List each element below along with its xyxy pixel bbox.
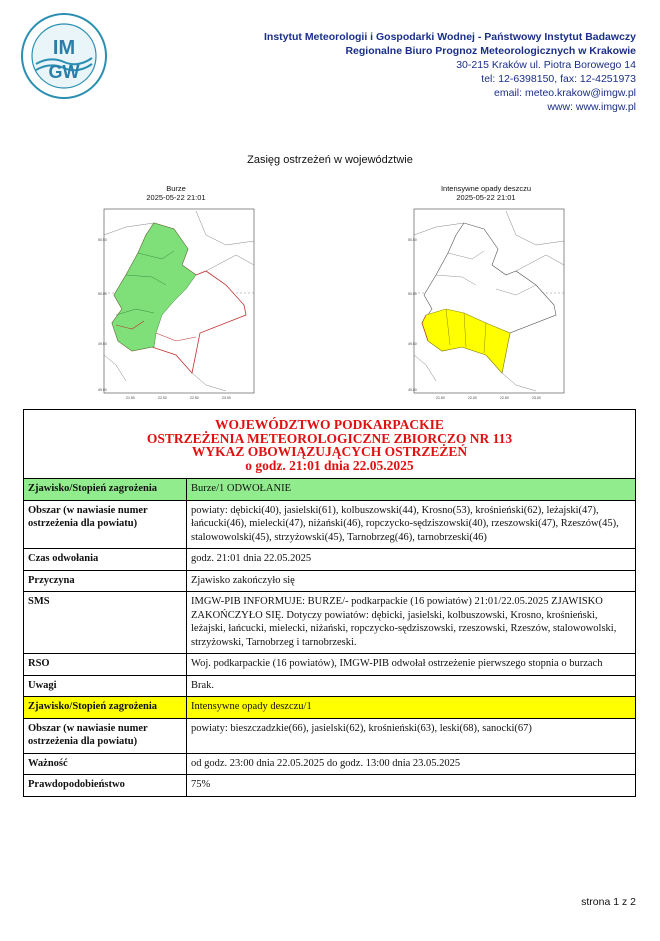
value-rso: Woj. podkarpackie (16 powiatów), IMGW-PIB odwołał ostrzeżenie pierwszego stopnia o burzach [187, 654, 636, 676]
map-left-svg [96, 205, 256, 401]
table-row [24, 570, 636, 592]
value-sms: IMGW-PIB INFORMUJE: BURZE/- podkarpackie (16 powiatów) 21:01/22.05.2025 ZJAWISKO ZAKOŃCZYŁO SIĘ. Dotyczy powiatów: dębicki, jasielski, kolbuszowski, Krosno, krośnieński, leżajski, łańcucki, mielecki, niżański, ropczycko-sędziszowski, rzeszowski, Rzeszów, stalowowolski, strzyżowski, Tarnobrzeg i tarnobrzeski. [187, 592, 636, 654]
label-cause: Przyczyna [24, 570, 187, 592]
institute-name: Instytut Meteorologii i Gospodarki Wodnej - Państwowy Instytut Badawczy [263, 31, 636, 43]
map-left-xtick-2: 22.00 [158, 396, 167, 400]
map-thunderstorms [96, 184, 256, 401]
address: 30-215 Kraków ul. Piotra Borowego 14 [456, 59, 636, 71]
map-right-ytick-3: 49.50 [408, 342, 417, 346]
value-cancel-time: godz. 21:01 dnia 22.05.2025 [187, 549, 636, 571]
value-probability: 75% [187, 775, 636, 797]
table-row [24, 753, 636, 775]
title-list: WYKAZ OBOWIĄZUJĄCYCH OSTRZEŻEŃ [191, 444, 468, 459]
label-notes: Uwagi [24, 675, 187, 697]
map-left-xtick-3: 22.50 [190, 396, 199, 400]
warnings-table [23, 409, 636, 797]
map-left-ytick-2: 50.00 [98, 292, 107, 296]
map-right-xtick-3: 22.50 [500, 396, 509, 400]
table-row [24, 775, 636, 797]
map-right-ytick-1: 50.50 [408, 238, 417, 242]
logo-text-bottom: GW [48, 62, 80, 82]
label-probability: Prawdopodobieństwo [24, 775, 187, 797]
map-right-date: 2025-05-22 21:01 [456, 193, 516, 202]
warning-title [24, 410, 636, 479]
table-row [24, 675, 636, 697]
maps-title: Zasięg ostrzeżeń w województwie [247, 154, 413, 166]
imgw-logo [20, 12, 108, 100]
map-left-ytick-4: 49.00 [98, 388, 107, 392]
map-right-label: Intensywne opady deszczu [440, 184, 532, 193]
table-row [24, 549, 636, 571]
table-row [24, 697, 636, 719]
map-left-ytick-3: 49.50 [98, 342, 107, 346]
map-left-xtick-4: 23.00 [222, 396, 231, 400]
value-cause: Zjawisko zakończyło się [187, 570, 636, 592]
website[interactable]: www: www.imgw.pl [547, 101, 636, 113]
map-left-label: Burze [166, 184, 186, 193]
table-row [24, 718, 636, 753]
title-voivodeship: WOJEWÓDZTWO PODKARPACKIE [215, 417, 444, 432]
value-area: powiaty: dębicki(40), jasielski(61), kolbuszowski(44), Krosno(53), krośnieński(62), leżajski(47), łańcucki(46), mielecki(47), niżański(46), ropczycko-sędziszowski(40), rzeszowski(47), Rzeszów(45), stalowowolski(45), strzyżowski(45), Tarnobrzeg(46), tarnobrzeski(46) [187, 500, 636, 549]
label-validity: Ważność [24, 753, 187, 775]
table-row [24, 654, 636, 676]
table-row [24, 500, 636, 549]
value-phenomenon-2: Intensywne opady deszczu/1 [187, 697, 636, 719]
map-right-svg [406, 205, 566, 401]
map-left-date: 2025-05-22 21:01 [146, 193, 206, 202]
map-right-xtick-4: 23.00 [532, 396, 541, 400]
page-number: strona 1 z 2 [581, 896, 636, 908]
table-row [24, 479, 636, 501]
label-rso: RSO [24, 654, 187, 676]
table-row [24, 592, 636, 654]
value-notes: Brak. [187, 675, 636, 697]
map-right-xtick-2: 22.00 [468, 396, 477, 400]
logo-text-top: IM [52, 37, 76, 59]
value-phenomenon: Burze/1 ODWOŁANIE [187, 479, 636, 501]
map-right-ytick-4: 49.00 [408, 388, 417, 392]
institute-header [264, 30, 636, 114]
label-area: Obszar (w nawiasie numer ostrzeżenia dla powiatu) [24, 500, 187, 549]
map-left-xtick-1: 21.50 [126, 396, 135, 400]
map-left-ytick-1: 50.50 [98, 238, 107, 242]
title-time: o godz. 21:01 dnia 22.05.2025 [245, 457, 414, 473]
email[interactable]: email: meteo.krakow@imgw.pl [494, 87, 636, 99]
map-right-ytick-2: 50.00 [408, 292, 417, 296]
label-phenomenon-2: Zjawisko/Stopień zagrożenia [24, 697, 187, 719]
value-area-2: powiaty: bieszczadzkie(66), jasielski(62), krośnieński(63), leski(68), sanocki(67) [187, 718, 636, 753]
title-summary: OSTRZEŻENIA METEOROLOGICZNE ZBIORCZO NR 113 [146, 430, 513, 446]
label-sms: SMS [24, 592, 187, 654]
value-validity: od godz. 23:00 dnia 22.05.2025 do godz. 13:00 dnia 23.05.2025 [187, 753, 636, 775]
label-cancel-time: Czas odwołania [24, 549, 187, 571]
map-heavy-rain [406, 184, 566, 401]
phone-fax: tel: 12-6398150, fax: 12-4251973 [481, 73, 636, 85]
map-right-xtick-1: 21.50 [436, 396, 445, 400]
office-name: Regionalne Biuro Prognoz Meteorologicznych w Krakowie [345, 45, 636, 57]
label-phenomenon: Zjawisko/Stopień zagrożenia [24, 479, 187, 501]
label-area-2: Obszar (w nawiasie numer ostrzeżenia dla powiatu) [24, 718, 187, 753]
